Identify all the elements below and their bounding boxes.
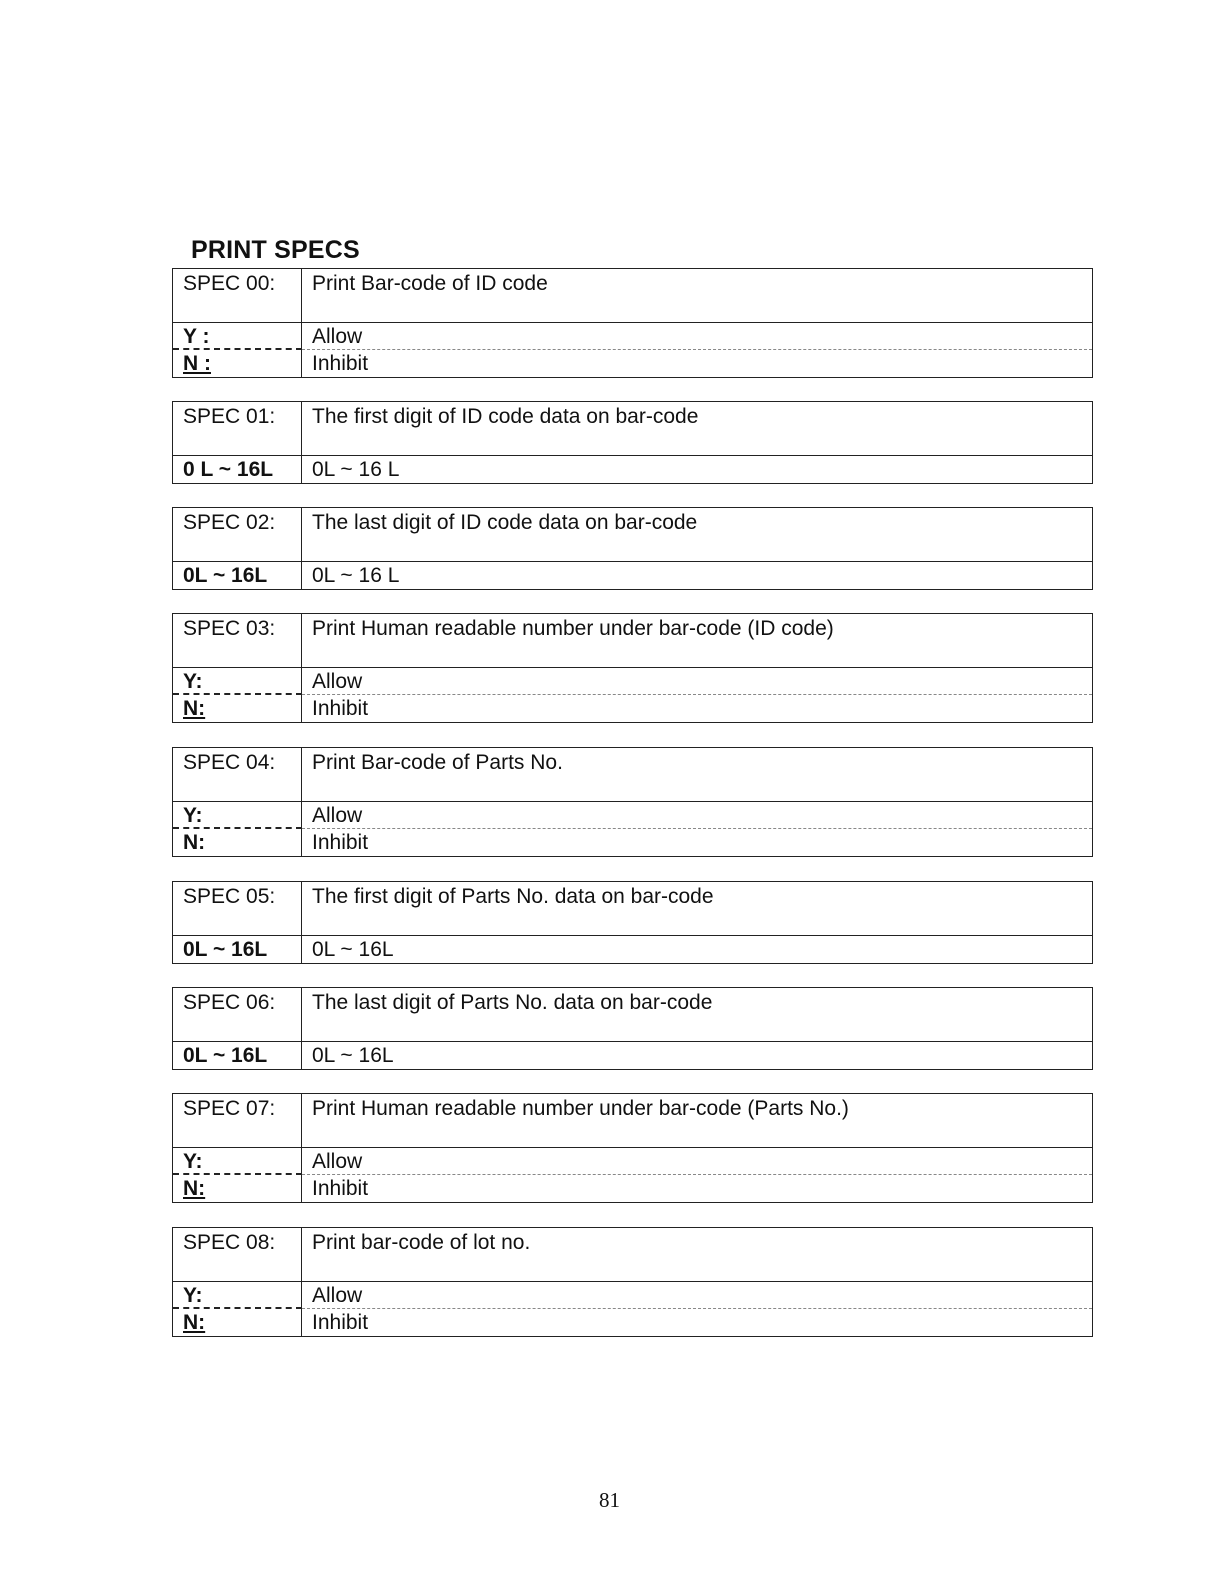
option-key-y: Y : [173, 323, 302, 350]
spec-description: The first digit of Parts No. data on bar-code [312, 885, 714, 908]
spec-label: SPEC 06: [173, 988, 302, 1041]
range-value: 0L ~ 16 L [312, 564, 400, 587]
spec-02-table [172, 507, 1093, 590]
option-key-n: N : [173, 350, 302, 377]
spec-label: SPEC 01: [173, 402, 302, 455]
spec-label: SPEC 03: [173, 614, 302, 667]
spec-label: SPEC 05: [173, 882, 302, 935]
range-key: 0L ~ 16L [173, 936, 302, 963]
option-value-inhibit: Inhibit [312, 831, 369, 854]
option-value-inhibit: Inhibit [312, 352, 369, 375]
spec-description: The last digit of ID code data on bar-code [312, 511, 698, 534]
option-value-allow: Allow [302, 668, 1092, 695]
spec-label: SPEC 04: [173, 748, 302, 801]
spec-description: Print Human readable number under bar-code (ID code) [312, 617, 834, 640]
spec-00-table [172, 268, 1093, 378]
spec-label: SPEC 02: [173, 508, 302, 561]
option-key-y: Y: [173, 1148, 302, 1175]
spec-07-table [172, 1093, 1093, 1203]
option-key-y: Y: [173, 668, 302, 695]
range-value: 0L ~ 16 L [312, 458, 400, 481]
option-key-n: N: [173, 829, 302, 856]
spec-08-table [172, 1227, 1093, 1337]
range-value: 0L ~ 16L [312, 1044, 394, 1067]
spec-description: Print bar-code of lot no. [312, 1231, 531, 1254]
option-key-n: N: [173, 1309, 302, 1336]
spec-03-table [172, 613, 1093, 723]
option-key-n: N: [173, 1175, 302, 1202]
option-value-inhibit: Inhibit [312, 1311, 369, 1334]
range-value: 0L ~ 16L [312, 938, 394, 961]
option-key-y: Y: [173, 802, 302, 829]
range-key: 0 L ~ 16L [173, 456, 302, 483]
option-key-y: Y: [173, 1282, 302, 1309]
page-title: PRINT SPECS [191, 236, 360, 264]
spec-01-table [172, 401, 1093, 484]
spec-description: The last digit of Parts No. data on bar-code [312, 991, 713, 1014]
option-value-allow: Allow [302, 1148, 1092, 1175]
page-number: 81 [599, 1488, 620, 1512]
range-key: 0L ~ 16L [173, 562, 302, 589]
option-value-inhibit: Inhibit [312, 1177, 369, 1200]
option-value-inhibit: Inhibit [312, 697, 369, 720]
option-key-n: N: [173, 695, 302, 722]
spec-label: SPEC 07: [173, 1094, 302, 1147]
spec-description: Print Bar-code of Parts No. [312, 751, 563, 774]
spec-description: The first digit of ID code data on bar-code [312, 405, 699, 428]
spec-label: SPEC 08: [173, 1228, 302, 1281]
option-value-allow: Allow [302, 323, 1092, 350]
spec-06-table [172, 987, 1093, 1070]
spec-description: Print Human readable number under bar-code (Parts No.) [312, 1097, 849, 1120]
spec-05-table [172, 881, 1093, 964]
spec-description: Print Bar-code of ID code [312, 272, 548, 295]
range-key: 0L ~ 16L [173, 1042, 302, 1069]
option-value-allow: Allow [302, 802, 1092, 829]
spec-04-table [172, 747, 1093, 857]
spec-label: SPEC 00: [173, 269, 302, 322]
option-value-allow: Allow [302, 1282, 1092, 1309]
